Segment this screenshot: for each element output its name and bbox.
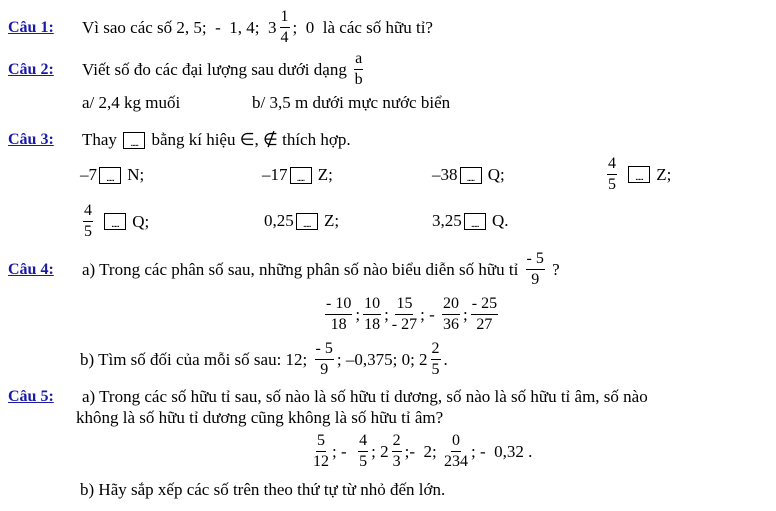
part-b: b/ 3,5 m dưới mực nước biển — [252, 93, 451, 112]
item: $\frac{4}{5}$ ..... Q; — [84, 202, 150, 240]
blank-box: ..... — [123, 132, 145, 149]
blank-box[interactable]: ..... — [464, 213, 486, 230]
question-2 — [8, 50, 366, 89]
fraction: $\frac{- 5}{9}$ — [526, 250, 544, 288]
question-4a: Câu 4: a) Trong các phân số sau, những phân số nào biểu diễn số hữu tỉ $\frac{- 5}{9}$ ? — [8, 250, 560, 288]
fraction: $\frac{1}{4}$ — [280, 8, 289, 46]
fraction: $\frac{- 5}{9}$ — [315, 340, 333, 378]
question-label: Câu 4: — [8, 260, 54, 278]
item: –17 ..... Z; — [262, 165, 333, 184]
item: –7 ..... N; — [80, 165, 145, 184]
blank-box[interactable]: ..... — [290, 167, 312, 184]
question-text: a) Trong các phân số sau, những phân số nào biểu diễn số hữu tỉ — [82, 259, 523, 279]
item: 0,25 ..... Z; — [264, 211, 340, 230]
question-text: Thay — [82, 130, 122, 149]
question-5a-cont: không là số hữu tỉ dương cũng không là số hữu tỉ âm? — [76, 408, 444, 427]
number-list: $\frac{5}{12}$ ; - $\frac{4}{5}$ ; 2 $\frac{2}{3}$ ;- 2; $\frac{0}{234}$ ; - 0,32 . — [313, 432, 533, 470]
blank-box[interactable]: ..... — [628, 166, 650, 183]
fraction: $\frac{15}{- 27}$ — [391, 295, 418, 333]
part-a: a/ 2,4 kg muối — [82, 93, 181, 112]
fraction: $\frac{- 10}{18}$ — [326, 295, 352, 333]
question-label: Câu 5: — [8, 388, 54, 405]
fraction-list: $\frac{- 10}{18}$ ; $\frac{10}{18}$ ; $\frac{15}{- 27}$ ; - $\frac{20}{36}$ ; $\frac{- 25}{27}$ — [326, 295, 498, 333]
question-2b — [252, 93, 450, 113]
fraction: $\frac{4}{5}$ — [84, 202, 92, 240]
numbers: 2, 5; - 1, 4; 3 — [176, 17, 277, 37]
fraction: $\frac{2}{3}$ — [392, 432, 401, 470]
item: 3,25 ..... Q. — [432, 211, 509, 230]
question-label: Câu 3: — [8, 131, 54, 148]
question-text: Viết số đo các đại lượng sau dưới dạng — [82, 59, 352, 79]
fraction: $\frac{0}{234}$ — [443, 432, 468, 470]
fraction: $\frac{20}{36}$ — [443, 295, 460, 333]
blank-box[interactable]: ..... — [296, 213, 318, 230]
fraction: $\frac{5}{12}$ — [313, 432, 329, 470]
question-text: ; 0 là các số hữu tỉ? — [292, 17, 433, 37]
fraction: $\frac{a}{b}$ — [354, 50, 363, 88]
fraction: $\frac{10}{18}$ — [364, 295, 381, 333]
item: –38 ..... Q; — [432, 165, 505, 184]
question-label: Câu 1: — [8, 18, 54, 36]
question-1 — [8, 8, 433, 47]
question-text: a) Trong các số hữu tỉ sau, số nào là số hữu tỉ dương, số nào là số hữu tỉ âm, số nào — [82, 387, 648, 406]
blank-box[interactable]: ..... — [460, 167, 482, 184]
question-5a — [8, 387, 648, 407]
fraction: $\frac{2}{5}$ — [431, 340, 440, 378]
fraction: $\frac{4}{5}$ — [359, 432, 368, 470]
question-5b: b) Hãy sắp xếp các số trên theo thứ tự từ nhỏ đến lớn. — [80, 480, 446, 499]
item: $\frac{4}{5}$ ..... Z; — [608, 155, 672, 193]
question-2a — [82, 93, 180, 113]
blank-box[interactable]: ..... — [104, 213, 126, 230]
blank-box[interactable]: ..... — [99, 167, 121, 184]
question-4b: b) Tìm số đối của mỗi số sau: 12; $\frac{- 5}{9}$ ; –0,375; 0; 2 $\frac{2}{5}$ . — [80, 340, 448, 378]
fraction: $\frac{4}{5}$ — [608, 155, 616, 193]
question-text: Vì sao các số — [82, 17, 177, 37]
question-3 — [8, 130, 351, 150]
question-text: bằng kí hiệu ∈, ∉ thích hợp. — [147, 130, 351, 149]
question-label: Câu 2: — [8, 60, 54, 78]
fraction: $\frac{- 25}{27}$ — [471, 295, 498, 333]
